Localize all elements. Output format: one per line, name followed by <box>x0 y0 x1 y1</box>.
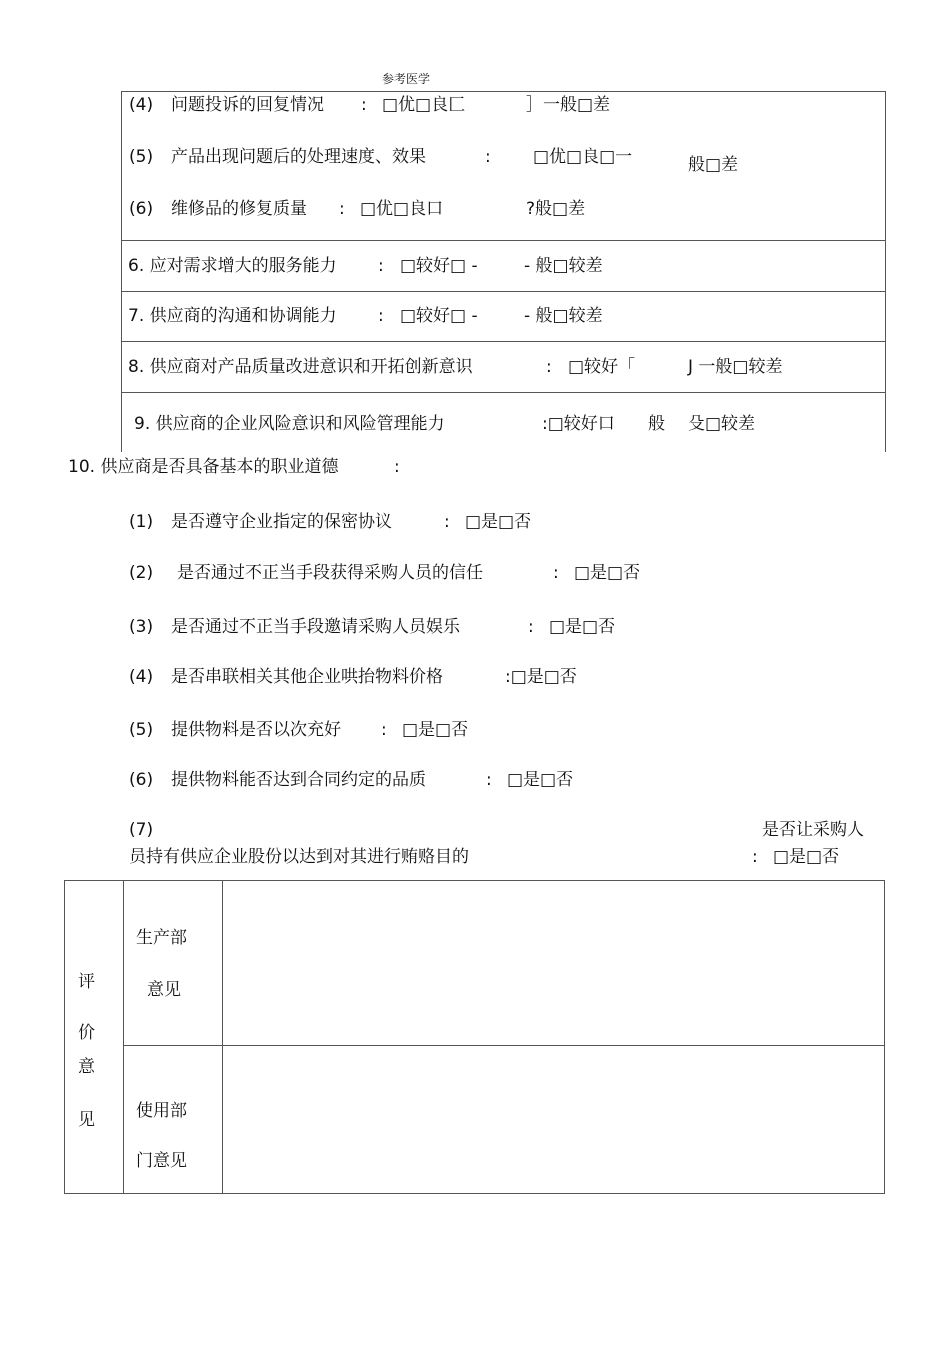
item-label: 8. 供应商对产品质量改进意识和开拓创新意识 <box>128 357 473 377</box>
side-label-char: 意 <box>78 1057 95 1077</box>
item-colon: : <box>546 357 552 377</box>
yes-no-options[interactable]: □是□否 <box>465 512 532 532</box>
rating-options[interactable]: ］一般□差 <box>526 95 611 115</box>
item-number: (6) <box>129 770 154 790</box>
item-colon: : <box>528 617 534 637</box>
item-colon: : <box>486 770 492 790</box>
yes-no-options[interactable]: □是□否 <box>773 847 840 867</box>
item-colon: : <box>444 512 450 532</box>
table-border-top <box>64 880 885 881</box>
item-number: (3) <box>129 617 154 637</box>
rating-options[interactable]: 般□差 <box>688 155 739 175</box>
rating-options[interactable]: □较好□ - <box>400 306 478 326</box>
rating-options[interactable]: J 一般□较差 <box>688 357 783 377</box>
yes-no-options[interactable]: □是□否 <box>402 720 469 740</box>
rating-options[interactable]: :□较好口 <box>542 414 615 434</box>
item-colon: : <box>752 847 758 867</box>
rating-options[interactable]: ?般□差 <box>526 199 586 219</box>
item-number: (4) <box>129 667 154 687</box>
item-label-continued: 员持有供应企业股份以达到对其进行贿赂目的 <box>129 847 469 867</box>
item-colon: : <box>553 563 559 583</box>
section-title: 10. 供应商是否具备基本的职业道德 <box>68 457 339 477</box>
usage-dept-label: 使用部 <box>136 1101 187 1121</box>
rating-options[interactable]: □优□良□一 <box>533 147 633 167</box>
yes-no-options[interactable]: □是□否 <box>574 563 641 583</box>
yes-no-options[interactable]: □是□否 <box>507 770 574 790</box>
rating-options[interactable]: 殳□较差 <box>688 414 756 434</box>
production-dept-label: 意见 <box>147 980 181 1000</box>
rating-options[interactable]: □优□良匚 <box>382 95 466 115</box>
item-label: 是否通过不正当手段获得采购人员的信任 <box>177 563 483 583</box>
item-number: (7) <box>129 820 154 840</box>
item-number: (2) <box>129 563 154 583</box>
item-label: 9. 供应商的企业风险意识和风险管理能力 <box>134 414 445 434</box>
table-border-bottom <box>64 1193 885 1194</box>
page-header: 参考医学 <box>382 72 431 86</box>
table-border-top <box>121 91 886 92</box>
rating-options[interactable]: 般 <box>648 414 665 434</box>
rating-options[interactable]: □较好□ - <box>400 256 478 276</box>
item-label: 7. 供应商的沟通和协调能力 <box>128 306 337 326</box>
side-label-char: 见 <box>78 1110 95 1130</box>
column-divider <box>123 880 124 1194</box>
item-colon: : <box>381 720 387 740</box>
item-number: (6) <box>129 199 154 219</box>
item-number: (5) <box>129 147 154 167</box>
usage-opinion-field[interactable] <box>224 1047 883 1192</box>
item-number: (4) <box>129 95 154 115</box>
item-colon: : <box>485 147 491 167</box>
production-opinion-field[interactable] <box>224 882 883 1044</box>
side-label-char: 价 <box>78 1023 95 1043</box>
row-divider <box>121 341 886 342</box>
yes-no-options[interactable]: :□是□否 <box>505 667 577 687</box>
table-border-right <box>884 880 885 1194</box>
column-divider <box>222 880 223 1194</box>
rating-options[interactable]: - 般□较差 <box>524 306 603 326</box>
row-divider <box>123 1045 885 1046</box>
item-label: 6. 应对需求增大的服务能力 <box>128 256 337 276</box>
yes-no-options[interactable]: □是□否 <box>549 617 616 637</box>
rating-options[interactable]: - 般□较差 <box>524 256 603 276</box>
item-colon: : <box>339 199 345 219</box>
item-label: 是否串联相关其他企业哄抬物料价格 <box>171 667 443 687</box>
row-divider <box>121 392 886 393</box>
table-border-left <box>64 880 65 1194</box>
item-colon: : <box>378 306 384 326</box>
table-border-right <box>885 91 886 452</box>
rating-options[interactable]: □较好「 <box>568 357 636 377</box>
item-number: (1) <box>129 512 154 532</box>
production-dept-label: 生产部 <box>136 928 187 948</box>
item-label: 是否让采购人 <box>762 820 864 840</box>
section-colon: : <box>394 457 400 477</box>
item-label: 是否通过不正当手段邀请采购人员娱乐 <box>171 617 460 637</box>
rating-options[interactable]: □优□良口 <box>360 199 444 219</box>
table-border-left <box>121 91 122 452</box>
item-label: 问题投诉的回复情况 <box>171 95 324 115</box>
item-colon: : <box>361 95 367 115</box>
item-label: 维修品的修复质量 <box>171 199 307 219</box>
row-divider <box>121 240 886 241</box>
usage-dept-label: 门意见 <box>136 1151 187 1171</box>
row-divider <box>121 291 886 292</box>
item-label: 是否遵守企业指定的保密协议 <box>171 512 392 532</box>
item-number: (5) <box>129 720 154 740</box>
item-label: 产品出现问题后的处理速度、效果 <box>171 147 426 167</box>
item-label: 提供物料是否以次充好 <box>171 720 341 740</box>
item-colon: : <box>378 256 384 276</box>
side-label-char: 评 <box>78 972 95 992</box>
item-label: 提供物料能否达到合同约定的品质 <box>171 770 426 790</box>
